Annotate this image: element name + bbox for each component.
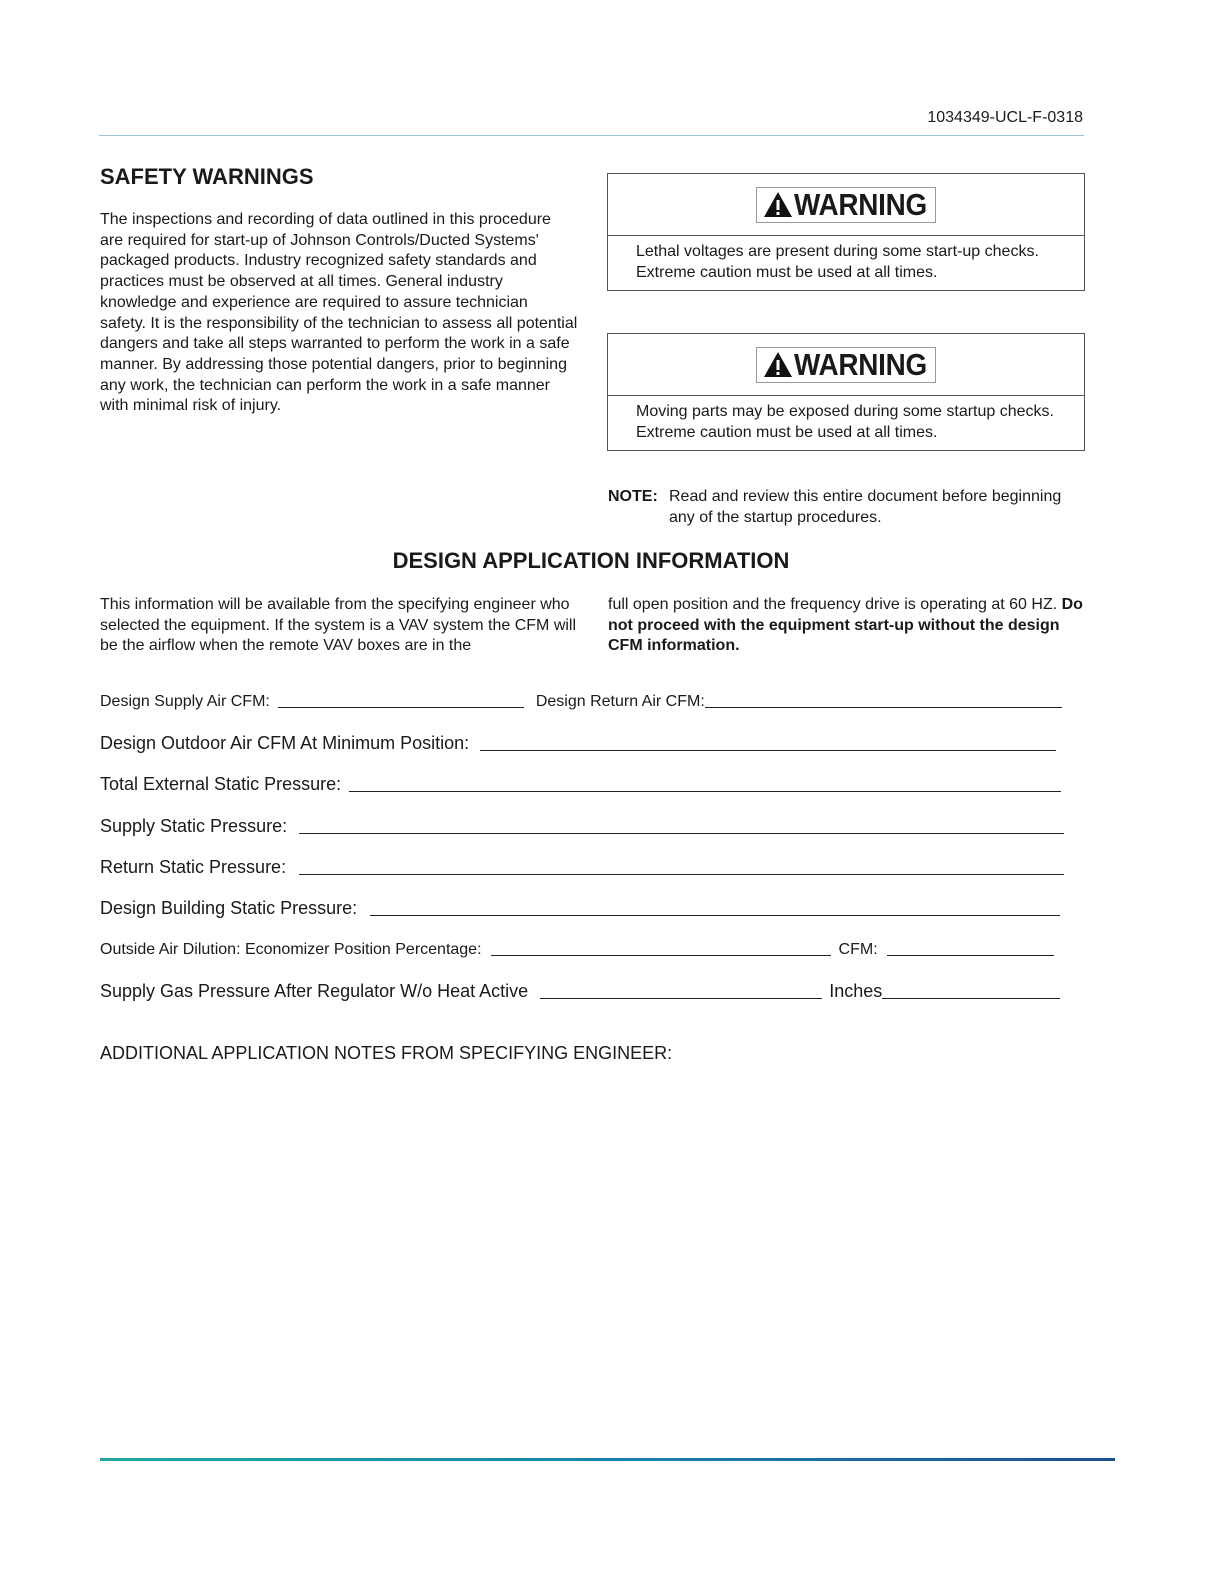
field-row-economizer [100, 941, 1054, 959]
warning-header [608, 174, 1084, 236]
safety-warnings-body: The inspections and recording of data outlined in this procedure are required for start-up of Johnson Controls/Ducted Systems' packaged products. Industry recognized safety standards and practices must be observed at all times. General industry knowledge and experience are required to assure technician safety. It is the responsibility of the technician to assess all potential dangers and take all steps warranted to perform the work in a safe manner. By addressing those potential dangers, prior to beginning any work, the technician can perform the work in a safe manner with minimal risk of injury. [100, 211, 578, 415]
design-intro-bold-warning: Do not proceed with the equipment start-up without the design CFM information. [608, 596, 1083, 655]
warning-triangle-icon [763, 351, 793, 378]
design-intro-text: full open position and the frequency drive is operating at 60 HZ. [608, 596, 1058, 613]
outdoor-air-cfm-field[interactable] [480, 749, 1056, 751]
economizer-label: Outside Air Dilution: Economizer Position Percentage: [100, 941, 482, 958]
building-static-field[interactable] [370, 914, 1060, 916]
outdoor-air-cfm-label: Design Outdoor Air CFM At Minimum Position: [100, 733, 470, 753]
warning-text: Moving parts may be exposed during some startup checks. Extreme caution must be used at all times. [636, 403, 1054, 441]
field-row-outdoor-air [100, 733, 1056, 754]
field-row-supply-return-cfm [100, 693, 1062, 711]
warning-badge [756, 187, 936, 223]
field-row-return-static [100, 857, 1064, 878]
warning-box-voltage [607, 173, 1085, 291]
economizer-percentage-field[interactable] [491, 954, 831, 956]
economizer-cfm-label: CFM: [838, 941, 878, 958]
inches-label: Inches [829, 981, 883, 1001]
warning-triangle-icon [763, 191, 793, 218]
supply-static-field[interactable] [299, 832, 1064, 834]
safety-warnings-heading: SAFETY WARNINGS [100, 164, 314, 189]
return-static-field[interactable] [299, 873, 1064, 875]
inches-field[interactable] [882, 997, 1060, 999]
return-air-cfm-field[interactable] [705, 706, 1062, 708]
note-label: NOTE: [608, 488, 658, 505]
total-static-field[interactable] [349, 790, 1061, 792]
gas-pressure-label: Supply Gas Pressure After Regulator W/o Heat Active [100, 981, 529, 1001]
footer-rule [100, 1458, 1115, 1461]
warning-box-moving-parts [607, 333, 1085, 451]
return-static-label: Return Static Pressure: [100, 857, 287, 877]
design-application-heading: DESIGN APPLICATION INFORMATION [392, 548, 790, 573]
warning-header [608, 334, 1084, 396]
gas-pressure-field[interactable] [540, 997, 822, 999]
warning-badge [756, 347, 936, 383]
total-static-label: Total External Static Pressure: [100, 774, 342, 794]
supply-air-cfm-label: Design Supply Air CFM: [100, 693, 270, 710]
building-static-label: Design Building Static Pressure: [100, 898, 358, 918]
additional-notes-heading: ADDITIONAL APPLICATION NOTES FROM SPECIFYING ENGINEER: [100, 1043, 673, 1063]
note-text: Read and review this entire document before beginning any of the startup procedures. [669, 488, 1062, 526]
warning-text: Lethal voltages are present during some start-up checks. Extreme caution must be used at all times. [636, 243, 1039, 281]
design-intro-column-1: This information will be available from the specifying engineer who selected the equipment. If the system is a VAV system the CFM will be the airflow when the remote VAV boxes are in the [100, 596, 577, 655]
field-row-total-static [100, 774, 1061, 795]
return-air-cfm-label: Design Return Air CFM: [535, 693, 705, 710]
field-row-gas-pressure [100, 981, 1060, 1002]
document-number: 1034349-UCL-F-0318 [927, 109, 1083, 126]
economizer-cfm-field[interactable] [887, 954, 1054, 956]
header-rule [99, 135, 1084, 136]
note [608, 486, 1088, 528]
supply-air-cfm-field[interactable] [278, 706, 524, 708]
warning-label: WARNING [794, 186, 928, 222]
warning-label: WARNING [794, 346, 928, 382]
field-row-supply-static [100, 816, 1064, 837]
design-intro-column-2 [608, 595, 1088, 657]
field-row-building-static [100, 898, 1060, 919]
supply-static-label: Supply Static Pressure: [100, 816, 288, 836]
